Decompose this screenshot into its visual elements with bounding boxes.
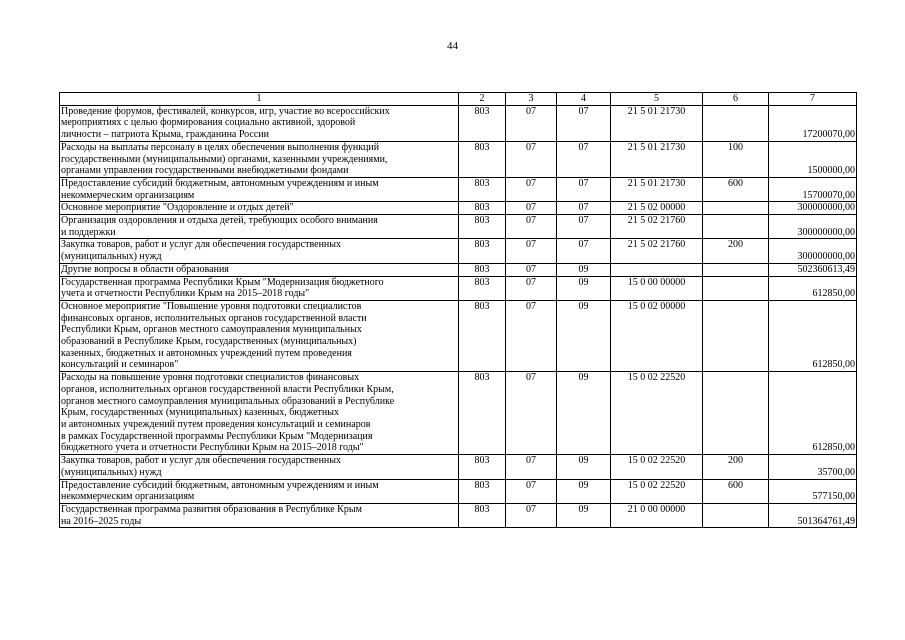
description-line: Основное мероприятие "Повышение уровня подготовки специалистов: [61, 300, 362, 312]
page-number: 44: [447, 40, 458, 52]
description-line: консультаций и семинаров": [61, 359, 179, 371]
table-row: [60, 215, 857, 239]
subsection-code: 07: [557, 202, 611, 215]
amount: 501364761,49: [769, 503, 857, 527]
section-code: 07: [506, 239, 557, 263]
subsection-code: 07: [557, 239, 611, 263]
description-line: органами управления государственными внебюджетными фондами: [61, 165, 349, 177]
ministry-code: 803: [459, 455, 506, 479]
description-line: Другие вопросы в области образования: [61, 263, 229, 275]
table-header-row: [60, 93, 857, 106]
target-article-code: 21 0 00 00000: [611, 503, 703, 527]
table-row: [60, 455, 857, 479]
description-line: Закупка товаров, работ и услуг для обеспечения государственных: [61, 455, 342, 467]
row-description: [60, 177, 459, 201]
expense-type-code: 600: [703, 177, 769, 201]
description-line: Организация оздоровления и отдыха детей, требующих особого внимания: [61, 215, 378, 227]
ministry-code: 803: [459, 202, 506, 215]
ministry-code: 803: [459, 479, 506, 503]
description-line: Основное мероприятие "Оздоровление и отдых детей": [61, 202, 294, 214]
description-line: Государственная программа Республики Крым "Модернизация бюджетного: [61, 276, 384, 288]
row-description: [60, 455, 459, 479]
table-row: [60, 105, 857, 141]
row-description: [60, 239, 459, 263]
section-code: 07: [506, 105, 557, 141]
row-description: [60, 372, 459, 455]
table-row: [60, 177, 857, 201]
ministry-code: 803: [459, 263, 506, 276]
table-row: [60, 202, 857, 215]
target-article-code: 21 5 01 21730: [611, 141, 703, 177]
subsection-code: 09: [557, 503, 611, 527]
section-code: 07: [506, 215, 557, 239]
description-line: учета и отчетности Республики Крым на 2015–2018 годы": [61, 288, 310, 300]
target-article-code: 21 5 01 21730: [611, 105, 703, 141]
subsection-code: 09: [557, 372, 611, 455]
row-description: [60, 202, 459, 215]
subsection-code: 07: [557, 177, 611, 201]
description-line: Государственная программа развития образования в Республике Крым: [61, 503, 362, 515]
section-code: 07: [506, 276, 557, 300]
budget-table: [59, 92, 857, 528]
amount: 17200070,00: [769, 105, 857, 141]
description-line: финансовых органов, исполнительных органов государственной власти: [61, 312, 367, 324]
expense-type-code: 200: [703, 455, 769, 479]
column-header: 5: [611, 93, 703, 106]
description-line: Крым, государственных (муниципальных) казенных, бюджетных: [61, 407, 339, 419]
description-line: (муниципальных) нужд: [61, 466, 162, 478]
description-line: некоммерческим организациям: [61, 491, 195, 503]
table-row: [60, 479, 857, 503]
section-code: 07: [506, 141, 557, 177]
table-row: [60, 263, 857, 276]
description-line: в рамках Государственной программы Республики Крым "Модернизация: [61, 430, 373, 442]
description-line: Расходы на повышение уровня подготовки специалистов финансовых: [61, 372, 360, 384]
section-code: 07: [506, 263, 557, 276]
ministry-code: 803: [459, 141, 506, 177]
subsection-code: 09: [557, 263, 611, 276]
column-header: 2: [459, 93, 506, 106]
amount: 612850,00: [769, 300, 857, 371]
description-line: и автономных учреждений путем проведения консультаций и семинаров: [61, 418, 371, 430]
description-line: и поддержки: [61, 226, 116, 238]
description-line: мероприятиях с целью формирования социально активной, здоровой: [61, 117, 356, 129]
expense-type-code: [703, 105, 769, 141]
ministry-code: 803: [459, 215, 506, 239]
amount: 35700,00: [769, 455, 857, 479]
description-line: Предоставление субсидий бюджетным, автономным учреждениям и иным: [61, 479, 379, 491]
row-description: [60, 300, 459, 371]
row-description: [60, 503, 459, 527]
row-description: [60, 141, 459, 177]
section-code: 07: [506, 177, 557, 201]
target-article-code: 21 5 02 21760: [611, 215, 703, 239]
table-row: [60, 503, 857, 527]
row-description: [60, 479, 459, 503]
target-article-code: 15 0 02 22520: [611, 479, 703, 503]
row-description: [60, 263, 459, 276]
description-line: Республики Крым, органов местного самоуправления муниципальных: [61, 324, 362, 336]
target-article-code: 15 0 02 22520: [611, 372, 703, 455]
expense-type-code: [703, 300, 769, 371]
description-line: личности – патриота Крыма, гражданина России: [61, 129, 270, 141]
ministry-code: 803: [459, 105, 506, 141]
section-code: 07: [506, 300, 557, 371]
amount: 300000000,00: [769, 202, 857, 215]
column-header: 1: [60, 93, 459, 106]
expense-type-code: 100: [703, 141, 769, 177]
expense-type-code: 600: [703, 479, 769, 503]
target-article-code: [611, 263, 703, 276]
expense-type-code: [703, 202, 769, 215]
description-line: органов местного самоуправления муниципальных образований в Республике: [61, 395, 395, 407]
expense-type-code: 200: [703, 239, 769, 263]
table-row: [60, 141, 857, 177]
expense-type-code: [703, 372, 769, 455]
ministry-code: 803: [459, 503, 506, 527]
description-line: государственными (муниципальными) органами, казенными учреждениями,: [61, 153, 388, 165]
row-description: [60, 276, 459, 300]
column-header: 7: [769, 93, 857, 106]
amount: 612850,00: [769, 276, 857, 300]
section-code: 07: [506, 372, 557, 455]
amount: 502360613,49: [769, 263, 857, 276]
ministry-code: 803: [459, 372, 506, 455]
section-code: 07: [506, 455, 557, 479]
amount: 612850,00: [769, 372, 857, 455]
target-article-code: 21 5 02 21760: [611, 239, 703, 263]
subsection-code: 07: [557, 215, 611, 239]
table-row: [60, 300, 857, 371]
table-row: [60, 372, 857, 455]
target-article-code: 21 5 01 21730: [611, 177, 703, 201]
description-line: Предоставление субсидий бюджетным, автономным учреждениям и иным: [61, 177, 379, 189]
ministry-code: 803: [459, 276, 506, 300]
description-line: Расходы на выплаты персоналу в целях обеспечения выполнения функций: [61, 141, 380, 153]
section-code: 07: [506, 479, 557, 503]
subsection-code: 09: [557, 479, 611, 503]
description-line: бюджетного учета и отчетности Республики Крым на 2015–2018 годы": [61, 442, 364, 454]
ministry-code: 803: [459, 239, 506, 263]
amount: 15700070,00: [769, 177, 857, 201]
description-line: казенных, бюджетных и автономных учреждений путем проведения: [61, 347, 352, 359]
description-line: образований в Республике Крым, государственных (муниципальных): [61, 336, 357, 348]
description-line: на 2016–2025 годы: [61, 515, 142, 527]
subsection-code: 09: [557, 455, 611, 479]
expense-type-code: [703, 276, 769, 300]
description-line: Проведение форумов, фестивалей, конкурсов, игр, участие во всероссийских: [61, 105, 390, 117]
table-row: [60, 276, 857, 300]
amount: 1500000,00: [769, 141, 857, 177]
subsection-code: 07: [557, 141, 611, 177]
row-description: [60, 215, 459, 239]
column-header: 4: [557, 93, 611, 106]
subsection-code: 09: [557, 276, 611, 300]
target-article-code: 15 0 00 00000: [611, 276, 703, 300]
target-article-code: 21 5 02 00000: [611, 202, 703, 215]
expense-type-code: [703, 263, 769, 276]
amount: 300000000,00: [769, 215, 857, 239]
section-code: 07: [506, 503, 557, 527]
target-article-code: 15 0 02 00000: [611, 300, 703, 371]
expense-type-code: [703, 215, 769, 239]
table-row: [60, 239, 857, 263]
target-article-code: 15 0 02 22520: [611, 455, 703, 479]
ministry-code: 803: [459, 300, 506, 371]
subsection-code: 09: [557, 300, 611, 371]
column-header: 6: [703, 93, 769, 106]
amount: 577150,00: [769, 479, 857, 503]
description-line: некоммерческим организациям: [61, 189, 195, 201]
column-header: 3: [506, 93, 557, 106]
amount: 300000000,00: [769, 239, 857, 263]
description-line: Закупка товаров, работ и услуг для обеспечения государственных: [61, 239, 342, 251]
expense-type-code: [703, 503, 769, 527]
ministry-code: 803: [459, 177, 506, 201]
subsection-code: 07: [557, 105, 611, 141]
row-description: [60, 105, 459, 141]
description-line: (муниципальных) нужд: [61, 251, 162, 263]
section-code: 07: [506, 202, 557, 215]
description-line: органов, исполнительных органов государственной власти Республики Крым,: [61, 383, 394, 395]
